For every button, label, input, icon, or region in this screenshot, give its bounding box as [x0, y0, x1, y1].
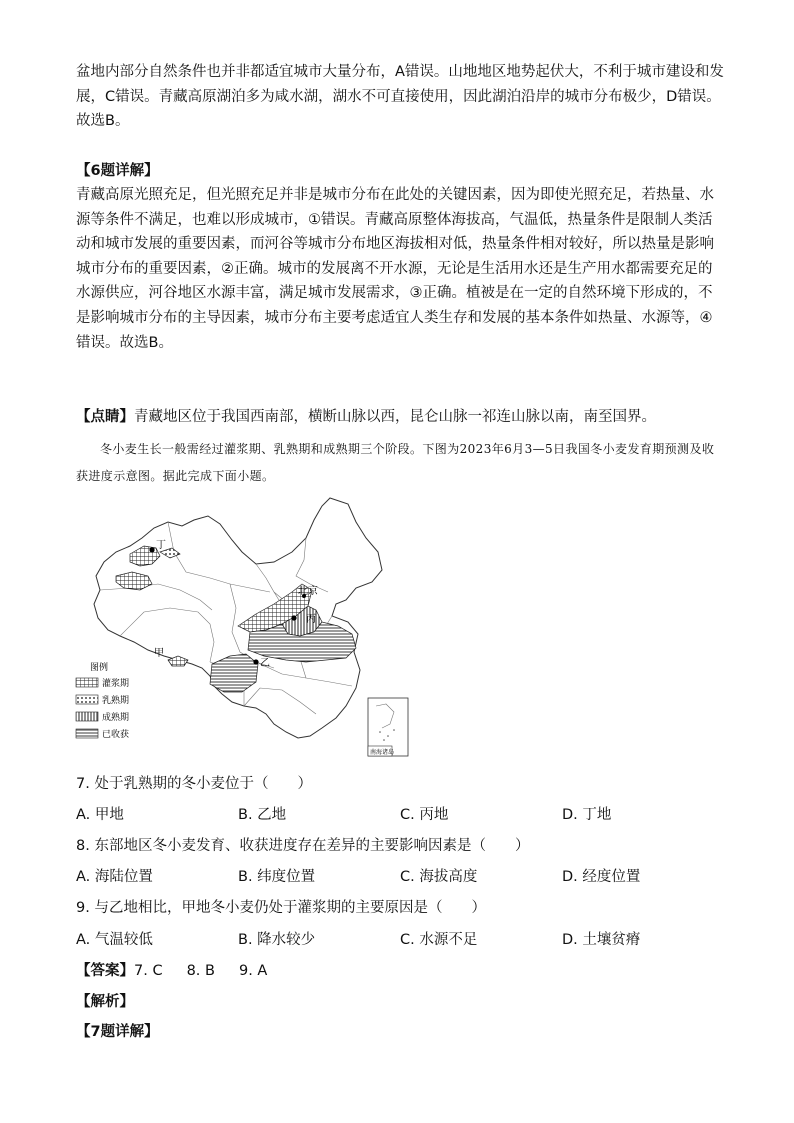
legend-title: 图例: [90, 663, 109, 673]
question-7-stem: 7. 处于乳熟期的冬小麦位于（ ）: [76, 776, 312, 792]
tip-paragraph: [76, 405, 726, 430]
legend-label-milk: 乳熟期: [102, 696, 130, 706]
answer-7: 7. C: [134, 963, 163, 979]
question-8-option-b[interactable]: B. 纬度位置: [238, 869, 316, 885]
map-legend: [76, 661, 129, 740]
answer-label: 【答案】: [76, 963, 134, 979]
question-7-option-a[interactable]: A. 甲地: [76, 807, 124, 823]
legend-label-harvested: 已收获: [102, 730, 130, 740]
label-yi: 乙: [260, 658, 270, 669]
legend-swatch-harvested: [76, 729, 98, 738]
heading-q6-explanation: 【6题详解】: [76, 163, 159, 179]
analysis-heading: 【解析】: [76, 994, 134, 1010]
question-7-option-b[interactable]: B. 乙地: [238, 807, 287, 823]
question-9-stem: 9. 与乙地相比，甲地冬小麦仍处于灌浆期的主要原因是（ ）: [76, 900, 486, 916]
question-7-option-c[interactable]: C. 丙地: [400, 807, 449, 823]
label-jia: 甲: [154, 648, 164, 659]
label-bing: 丙: [306, 614, 316, 625]
tip-label: 【点睛】: [76, 409, 134, 425]
point-yi: [253, 659, 258, 664]
paragraph-q6-explanation: 青藏高原光照充足，但光照充足并非是城市分布在此处的关键因素，因为即使光照充足，若热量、水源等条件不满足，也难以形成城市，①错误。青藏高原整体海拔高，气温低，热量条件是限制人类活动和城市发展的重要因素，而河谷等城市分布地区海拔相对低，热量条件相对较好，所以热量是影响城市分布的重要因素，②正确。城市的发展离不开水源，无论是生活用水还是生产用水都需要充足的水源供应，河谷地区水源丰富，满足城市发展需求，③正确。植被是在一定的自然环境下形成的，不是影响城市分布的主导因素，城市分布主要考虑适宜人类生存和发展的基本条件如热量、水源等，④错误。故选B。: [76, 187, 714, 351]
question-8-option-c[interactable]: C. 海拔高度: [400, 869, 478, 885]
question-8-option-a[interactable]: A. 海陆位置: [76, 869, 153, 885]
heading-q7-explanation: 【7题详解】: [76, 1024, 159, 1040]
china-outline: [94, 498, 382, 738]
point-ding: [149, 547, 154, 552]
answer-9: 9. A: [238, 963, 268, 979]
legend-swatch-mature: [76, 712, 98, 721]
question-8-stem: 8. 东部地区冬小麦发育、收获进度存在差异的主要影响因素是（ ）: [76, 838, 530, 854]
question-7-option-d[interactable]: D. 丁地: [562, 807, 612, 823]
question-9-option-d[interactable]: D. 土壤贫瘠: [562, 932, 641, 948]
inset-map: [368, 698, 408, 756]
question-8-option-d[interactable]: D. 经度位置: [562, 869, 641, 885]
legend-label-filling: 灌浆期: [102, 679, 130, 689]
legend-label-mature: 成熟期: [102, 713, 130, 723]
question-9-option-c[interactable]: C. 水源不足: [400, 932, 478, 948]
question-9-option-b[interactable]: B. 降水较少: [238, 932, 316, 948]
question-9-option-a[interactable]: A. 气温较低: [76, 932, 153, 948]
tip-text: 青藏地区位于我国西南部，横断山脉以西，昆仑山脉一祁连山脉以南，南至国界。: [134, 409, 656, 425]
wheat-map: [60, 492, 420, 760]
question-intro: 冬小麦生长一般需经过灌浆期、乳熟期和成熟期三个阶段。下图为2023年6月3—5日我国冬小麦发育期预测及收获进度示意图。据此完成下面小题。: [76, 442, 715, 483]
label-inset: 南海诸岛: [370, 749, 395, 756]
legend-swatch-filling: [76, 678, 98, 687]
answer-8: 8. B: [186, 963, 215, 979]
answer-line: [76, 959, 267, 980]
point-bing: [291, 615, 296, 620]
legend-swatch-milk: [76, 695, 98, 704]
label-ding: 丁: [156, 540, 166, 551]
label-beijing: 北京: [298, 586, 318, 597]
paragraph-q5-explanation-tail: 盆地内部分自然条件也并非都适宜城市大量分布，A错误。山地地区地势起伏大，不利于城市建设和发展，C错误。青藏高原湖泊多为咸水湖，湖水不可直接使用，因此湖泊沿岸的城市分布极少，D错误。故选B。: [76, 64, 724, 130]
